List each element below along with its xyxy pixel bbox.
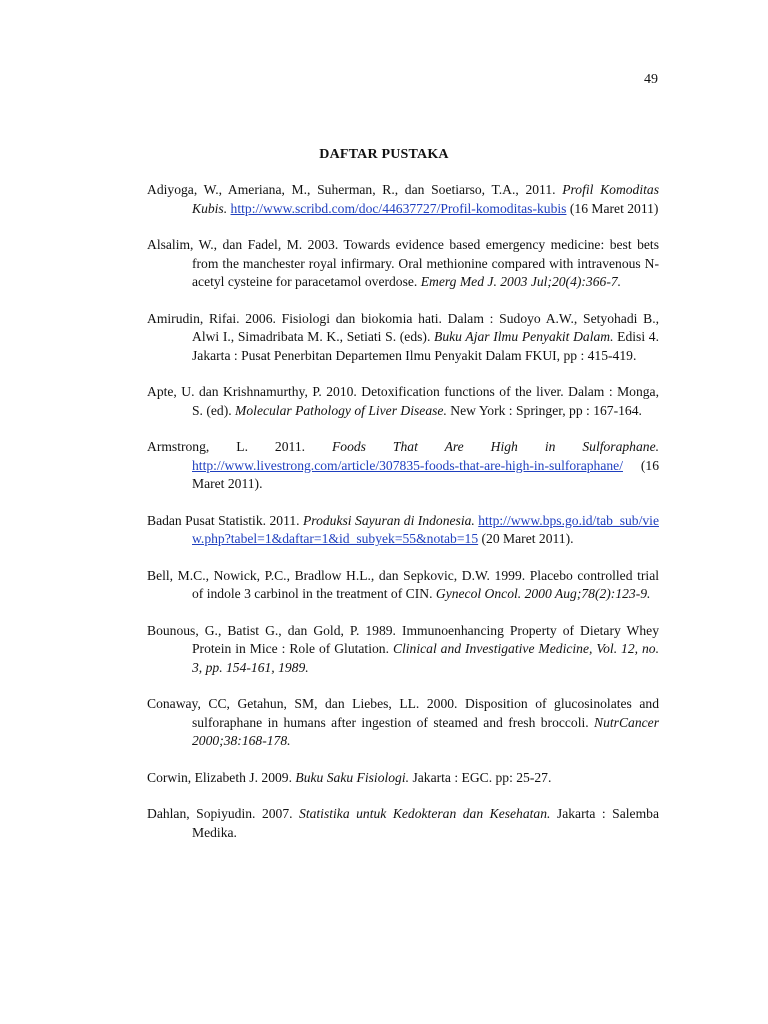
reference-publisher: Jakarta : EGC. pp: 25-27. (409, 769, 552, 785)
reference-title: Produksi Sayuran di Indonesia. (303, 512, 475, 528)
reference-text: Bounous, G., Batist G., dan Gold, P. 1989. Immunoenhancing Property of Dietary Whey Protein in Mice : Role of Glutation. (147, 622, 659, 656)
reference-publisher: New York : Springer, pp : 167-164. (446, 402, 642, 418)
reference-access-date: (16 Maret 2011) (566, 200, 659, 216)
reference-title: Buku Saku Fisiologi. (295, 769, 410, 785)
reference-journal: NutrCancer 2000;38:168-178. (192, 714, 659, 748)
reference-text: Bell, M.C., Nowick, P.C., Bradlow H.L., dan Sepkovic, D.W. 1999. Placebo controlled trial of indole 3 carbinol in the treatment of CIN. (147, 567, 659, 601)
reference-dahlan (147, 805, 659, 842)
reference-text: Conaway, CC, Getahun, SM, dan Liebes, LL. 2000. Disposition of glucosinolates and sulforaphane in humans after ingestion of steamed and fresh broccoli. (147, 696, 659, 730)
reference-bps (147, 512, 659, 549)
reference-title: Foods That Are High in Sulforaphane. (331, 439, 660, 454)
reference-amirudin (147, 310, 659, 366)
reference-link[interactable]: http://www.scribd.com/doc/44637727/Profil-komoditas-kubis (230, 200, 567, 216)
reference-corwin (147, 769, 659, 788)
reference-link[interactable]: http://www.bps.go.id/tab_sub/view.php?tabel=1&daftar=1&id_subyek=55&notab=15 (192, 512, 659, 546)
reference-journal: Gynecol Oncol. 2000 Aug;78(2):123-9. (435, 586, 651, 601)
reference-text: Armstrong, L. 2011. (147, 439, 332, 454)
reference-link[interactable]: http://www.livestrong.com/article/307835-foods-that-are-high-in-sulforaphane/ (192, 457, 623, 473)
reference-text: Corwin, Elizabeth J. 2009. (147, 769, 296, 785)
reference-publisher: Jakarta : Salemba Medika. (192, 806, 659, 840)
reference-adiyoga (147, 181, 659, 218)
reference-text: Badan Pusat Statistik. 2011. (147, 512, 303, 528)
page-title: DAFTAR PUSTAKA (319, 147, 449, 162)
reference-apte (147, 383, 659, 420)
page-number: 49 (644, 72, 658, 87)
reference-access-date: (20 Maret 2011). (478, 531, 574, 546)
reference-text: Apte, U. dan Krishnamurthy, P. 2010. Detoxification functions of the liver. Dalam : Monga, S. (ed). (147, 384, 659, 418)
reference-title: Statistika untuk Kedokteran dan Kesehatan. (299, 806, 551, 821)
reference-bounous (147, 622, 659, 678)
reference-text: Dahlan, Sopiyudin. 2007. (147, 806, 300, 821)
reference-conaway (147, 695, 659, 751)
reference-title: Buku Ajar Ilmu Penyakit Dalam. (434, 329, 614, 344)
reference-text: Amirudin, Rifai. 2006. Fisiologi dan biokomia hati. Dalam : Sudoyo A.W., Setyohadi B., Alwi I., Simadribata M. K., Setiati S. (eds). (147, 310, 659, 344)
reference-text: Adiyoga, W., Ameriana, M., Suherman, R., dan Soetiarso, T.A., 2011. (147, 182, 563, 197)
reference-title: Profil Komoditas Kubis. (192, 182, 659, 216)
reference-armstrong (147, 438, 659, 494)
reference-journal: Clinical and Investigative Medicine, Vol. 12, no. 3, pp. 154-161, 1989. (192, 641, 659, 675)
reference-text: Alsalim, W., dan Fadel, M. 2003. Towards evidence based emergency medicine: best bets from the manchester royal infirmary. Oral methionine compared with intravenous N-acetyl cysteine for paracetamol overdose. (147, 237, 659, 289)
reference-list (147, 181, 659, 860)
reference-bell (147, 567, 659, 604)
reference-publisher: Edisi 4. Jakarta : Pusat Penerbitan Departemen Ilmu Penyakit Dalam FKUI, pp : 415-419. (192, 329, 660, 363)
reference-title: Molecular Pathology of Liver Disease. (235, 402, 447, 418)
reference-alsalim (147, 236, 659, 292)
reference-journal: Emerg Med J. 2003 Jul;20(4):366-7. (420, 274, 622, 289)
reference-access-date: (16 Maret 2011). (192, 457, 659, 491)
